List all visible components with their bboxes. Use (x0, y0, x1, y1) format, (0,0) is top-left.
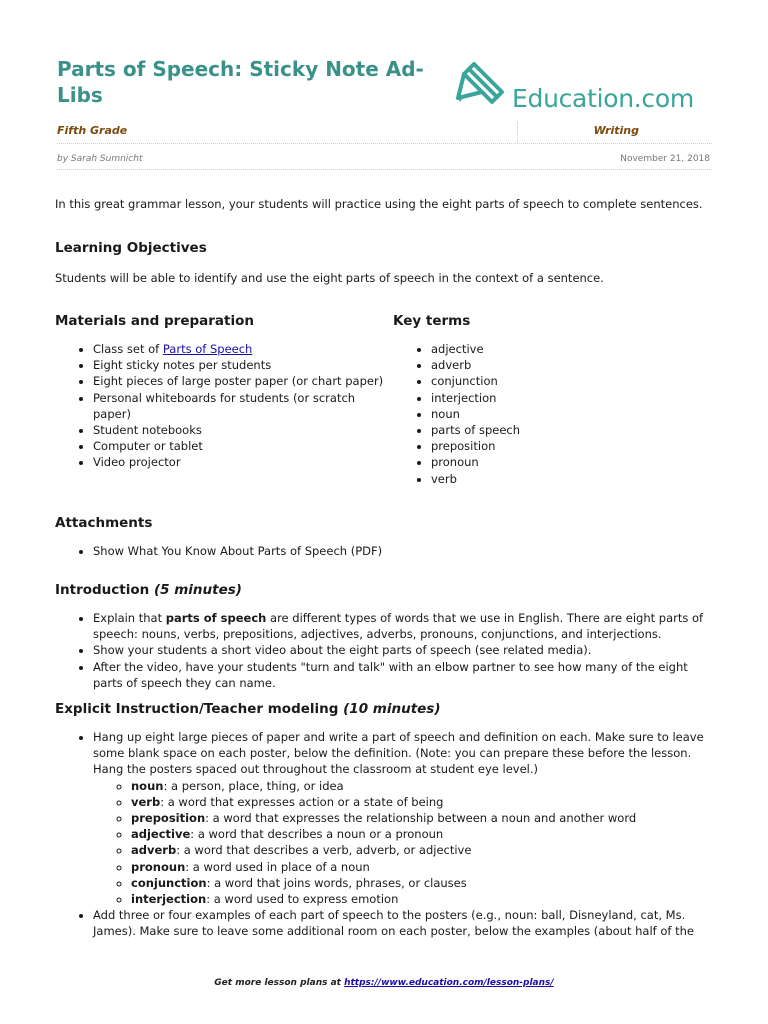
author-label: by Sarah Sumnicht (57, 154, 143, 164)
date-label: November 21, 2018 (620, 154, 710, 164)
list-item: • Video projector (93, 454, 393, 470)
list-item: • Class set of Parts of Speech (93, 341, 393, 357)
key-terms-heading: Key terms (393, 313, 471, 329)
meta-divider (517, 122, 518, 144)
education-logo[interactable] (454, 58, 712, 114)
key-terms-list (393, 341, 713, 487)
definition-item: ◦ conjunction: a word that joins words, phrases, or clauses (131, 875, 715, 891)
page-title: Parts of Speech: Sticky Note Ad-Libs (57, 57, 424, 107)
explicit-duration: (10 minutes) (343, 701, 441, 718)
list-item: • Hang up eight large pieces of paper and write a part of speech and definition on each. Make sure to leave some blank space on each poster, below the definition. (Note: you can prepare these before the lesson. Hang the posters spaced out throughout the classroom at student eye level.) ◦ noun: a person, place, thing, or idea ◦ verb: a word that expresses action or a state of being ◦ preposition: a word that expresses the relationship between a noun and another word ◦ adjective: a word that describes a noun or a pronoun ◦ adverb: a word that describes a verb, adverb, or adjective ◦ pronoun: a word used in place of a noun ◦ conjunction: a word that joins words, phrases, or clauses ◦ interjection: a word used to express emotion (93, 729, 715, 907)
logo-text: Education.com (512, 84, 694, 113)
materials-section (55, 312, 393, 487)
page-header (57, 56, 712, 116)
key-terms-section (393, 312, 713, 487)
definition-item: ◦ preposition: a word that expresses the relationship between a noun and another word (131, 810, 715, 826)
introduction-heading: Introduction (5 minutes) (55, 582, 242, 599)
list-item: • adverb (431, 357, 713, 373)
list-item: • Eight pieces of large poster paper (or chart paper) (93, 373, 393, 389)
attachments-heading: Attachments (55, 514, 153, 531)
list-item: • verb (431, 471, 713, 487)
definition-item: ◦ interjection: a word used to express emotion (131, 891, 715, 907)
list-item: • parts of speech (431, 422, 713, 438)
materials-list (55, 341, 393, 471)
subject-label: Writing (593, 124, 639, 137)
materials-heading: Materials and preparation (55, 313, 254, 329)
definitions-list (93, 778, 715, 908)
list-item: • preposition (431, 438, 713, 454)
objectives-heading: Learning Objectives (55, 240, 207, 256)
materials-keyterms-columns (55, 312, 715, 487)
introduction-list (55, 610, 715, 691)
list-item: • noun (431, 406, 713, 422)
definition-item: ◦ adverb: a word that describes a verb, adverb, or adjective (131, 842, 715, 858)
lesson-content (55, 196, 715, 940)
introduction-duration: (5 minutes) (153, 582, 242, 599)
parts-of-speech-link[interactable]: Parts of Speech (162, 342, 253, 356)
list-item: • After the video, have your students "turn and talk" with an elbow partner to see how many of the eight parts of speech they can name. (93, 659, 715, 691)
list-item: • Add three or four examples of each part of speech to the posters (e.g., noun: ball, Disneyland, cat, Ms. James). Make sure to leave some additional room on each poster, below the examples (about half of the (93, 907, 715, 939)
attachment-item[interactable]: • Show What You Know About Parts of Speech (PDF) (93, 543, 715, 559)
definition-item: ◦ pronoun: a word used in place of a noun (131, 859, 715, 875)
definition-item: ◦ noun: a person, place, thing, or idea (131, 778, 715, 794)
page-footer: Get more lesson plans at https://www.education.com/lesson-plans/ (214, 978, 554, 988)
list-item: • adjective (431, 341, 713, 357)
list-item: • Computer or tablet (93, 438, 393, 454)
grade-subject-row (57, 122, 712, 144)
list-item: • pronoun (431, 454, 713, 470)
list-item: • Eight sticky notes per students (93, 357, 393, 373)
lesson-plans-link[interactable]: https://www.education.com/lesson-plans/ (344, 978, 554, 988)
definition-item: ◦ adjective: a word that describes a noun or a pronoun (131, 826, 715, 842)
list-item: • conjunction (431, 373, 713, 389)
definition-item: ◦ verb: a word that expresses action or a state of being (131, 794, 715, 810)
intro-paragraph: In this great grammar lesson, your students will practice using the eight parts of speech to complete sentences. (55, 197, 703, 211)
list-item: • Show your students a short video about the eight parts of speech (see related media). (93, 642, 715, 658)
pencil-logo-icon (454, 58, 514, 114)
explicit-instruction-list (55, 729, 715, 940)
list-item: • interjection (431, 390, 713, 406)
grade-label: Fifth Grade (57, 124, 128, 137)
objectives-text: Students will be able to identify and use the eight parts of speech in the context of a sentence. (55, 271, 604, 285)
explicit-instruction-heading: Explicit Instruction/Teacher modeling (10 minutes) (55, 701, 441, 718)
attachments-list (55, 543, 715, 559)
list-item: • Explain that parts of speech are different types of words that we use in English. There are eight parts of speech: nouns, verbs, prepositions, adjectives, adverbs, pronouns, conjunctions, and interjections. (93, 610, 715, 642)
list-item: • Student notebooks (93, 422, 393, 438)
list-item: • Personal whiteboards for students (or scratch paper) (93, 390, 393, 422)
author-date-row (57, 150, 712, 170)
